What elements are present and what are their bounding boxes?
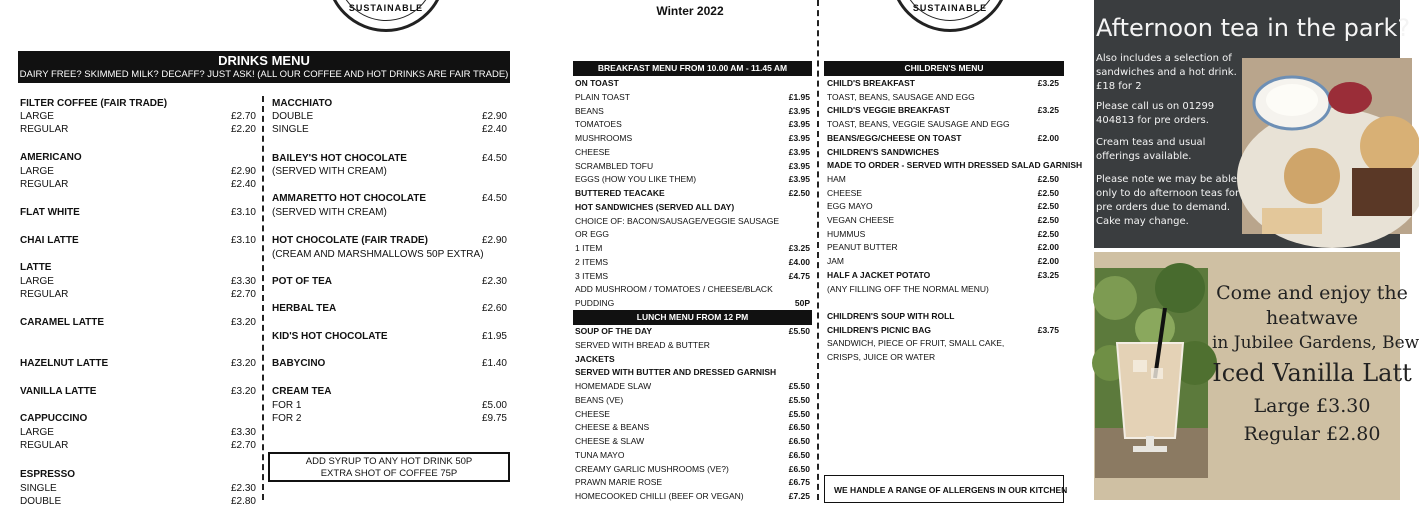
menu-item-row — [272, 110, 507, 123]
drinks-menu-title: DRINKS MENU — [218, 53, 310, 68]
menu-item-row — [575, 283, 810, 297]
drinks-left-column — [20, 95, 256, 507]
menu-item-row — [827, 132, 1059, 146]
menu-item-name: REGULAR — [20, 124, 69, 135]
afternoon-tea-chalkboard — [1094, 0, 1411, 248]
menu-item-row — [575, 118, 810, 132]
menu-item-price: £3.25 — [788, 243, 810, 253]
menu-item-row — [575, 132, 810, 146]
menu-item-price: £2.50 — [1037, 228, 1059, 239]
menu-item-name: REGULAR — [20, 440, 69, 451]
menu-item-name: HUMMUS — [827, 228, 866, 239]
poster-line-location: in Jubilee Gardens, Bew — [1212, 333, 1419, 353]
menu-item-price: £2.90 — [481, 111, 507, 122]
menu-item-name: REGULAR — [20, 179, 69, 190]
menu-item-name: CREAM TEA — [272, 386, 332, 397]
menu-item-name: ESPRESSO — [20, 469, 76, 480]
menu-item-row — [827, 118, 1059, 132]
drinks-menu-banner — [18, 51, 510, 83]
menu-item-name: CHEESE — [827, 187, 862, 198]
menu-item-row — [20, 426, 256, 439]
menu-item-name: CARAMEL LATTE — [20, 317, 105, 328]
menu-item-price: £6.50 — [788, 463, 810, 474]
menu-item-name: JACKETS — [575, 353, 615, 364]
menu-item-name: HOT CHOCOLATE (FAIR TRADE) — [272, 235, 428, 246]
menu-item-row — [575, 325, 810, 339]
menu-item-price: £5.50 — [788, 408, 810, 419]
menu-item-name: CHOICE OF: BACON/SAUSAGE/VEGGIE SAUSAGE — [575, 215, 780, 226]
syrup-line: ADD SYRUP TO ANY HOT DRINK 50P — [305, 456, 473, 467]
menu-item-name: VEGAN CHEESE — [827, 215, 895, 225]
menu-item-price: £2.20 — [230, 124, 256, 135]
chalkboard-text-cream-teas: Cream teas and usual offerings available. — [1096, 137, 1206, 162]
menu-item-price: £2.90 — [481, 235, 507, 246]
menu-item-name: SANDWICH, PIECE OF FRUIT, SMALL CAKE, — [827, 338, 1005, 349]
menu-item-row — [575, 366, 810, 380]
menu-item-name: ADD MUSHROOM / TOMATOES / CHEESE/BLACK — [575, 284, 773, 295]
menu-item-price: £4.75 — [788, 270, 810, 281]
menu-item-price: £3.95 — [788, 133, 810, 143]
menu-item-name: SERVED WITH BREAD & BUTTER — [575, 339, 710, 350]
extra-shot-line: EXTRA SHOT OF COFFEE 75P — [320, 468, 458, 479]
menu-item-row — [575, 201, 810, 215]
menu-item-price: £2.00 — [1037, 242, 1059, 253]
season-label: Winter 2022 — [656, 4, 724, 18]
poster-line-heatwave: heatwave — [1265, 307, 1358, 329]
iced-latte-illustration — [1095, 268, 1208, 478]
menu-item-name: LATTE — [20, 262, 52, 273]
menu-item-name: SINGLE — [20, 483, 57, 494]
menu-item-price: £2.50 — [1037, 201, 1059, 212]
menu-item-name: MUSHROOMS — [575, 133, 633, 143]
menu-item-row — [575, 394, 810, 408]
menu-item-row — [575, 408, 810, 422]
menu-item-row — [575, 187, 810, 201]
drinks-menu-subtitle: DAIRY FREE? SKIMMED MILK? DECAFF? JUST ASK! (ALL OUR COFFEE AND HOT DRINKS ARE FAIR TRADE) — [19, 69, 509, 80]
menu-item-row — [575, 435, 810, 449]
menu-item-name: CHEESE & BEANS — [575, 422, 650, 433]
menu-item-name: SOUP OF THE DAY — [575, 326, 652, 336]
menu-item-price: £5.50 — [788, 326, 810, 336]
afternoon-tea-illustration — [1242, 58, 1412, 234]
menu-item-price: £3.10 — [230, 235, 256, 246]
poster-price-regular: Regular £2.80 — [1243, 423, 1381, 445]
menu-item-name: 3 ITEMS — [575, 270, 609, 281]
menu-item-name: HAZELNUT LATTE — [20, 358, 109, 369]
cafe-logo-right — [890, 0, 1010, 32]
menu-item-price: £2.60 — [481, 303, 507, 314]
menu-item-price: £2.30 — [230, 483, 256, 494]
menu-item-row — [575, 91, 810, 105]
logo-text: SUSTAINABLE — [912, 3, 988, 13]
menu-item-price: £6.75 — [788, 477, 810, 488]
afternoon-tea-photo — [1242, 58, 1412, 234]
menu-item-row — [272, 275, 507, 288]
menu-item-price: £6.50 — [788, 449, 810, 460]
menu-item-price: £3.20 — [230, 317, 256, 328]
menu-item-row — [827, 228, 1059, 242]
menu-item-price: £2.70 — [230, 440, 256, 451]
menu-item-name: JAM — [827, 256, 844, 267]
menu-item-price: £5.50 — [788, 381, 810, 391]
menu-item-row — [827, 255, 1059, 269]
menu-item-row — [20, 357, 256, 370]
menu-item-name: SINGLE — [272, 124, 309, 135]
menu-item-row — [575, 353, 810, 367]
menu-item-row — [272, 385, 507, 398]
menu-item-row — [20, 261, 256, 274]
menu-item-row — [20, 151, 256, 164]
menu-item-row — [272, 399, 507, 412]
chalkboard-title: Afternoon tea in the park? — [1096, 14, 1411, 42]
childrens-list — [827, 77, 1083, 367]
menu-item-row — [827, 91, 1059, 105]
menu-item-price: £2.70 — [230, 111, 256, 122]
menu-item-row — [575, 449, 810, 463]
logo-text: SUSTAINABLE — [348, 3, 424, 13]
menu-item-row — [575, 256, 810, 270]
menu-item-row — [272, 97, 507, 110]
menu-item-name: BUTTERED TEACAKE — [575, 188, 665, 198]
menu-item-row — [575, 380, 810, 394]
menu-item-row — [575, 173, 810, 187]
menu-item-name: CHILDREN'S SOUP WITH ROLL — [827, 310, 955, 321]
menu-item-name: BEANS — [575, 105, 604, 116]
syrup-extra-box — [268, 452, 510, 482]
menu-item-name: FLAT WHITE — [20, 207, 80, 218]
menu-item-name: BABYCINO — [272, 358, 326, 369]
menu-item-row — [272, 206, 507, 219]
menu-item-row — [20, 178, 256, 191]
menu-item-name: 2 ITEMS — [575, 256, 609, 267]
menu-item-name: FILTER COFFEE (FAIR TRADE) — [20, 98, 168, 109]
menu-item-price: £2.30 — [481, 276, 507, 287]
menu-item-name: AMMARETTO HOT CHOCOLATE — [272, 193, 427, 204]
menu-item-row — [827, 241, 1059, 255]
menu-item-price: £6.50 — [788, 436, 810, 446]
menu-item-price: £4.50 — [481, 153, 507, 164]
menu-item-price: £7.25 — [788, 491, 810, 501]
menu-item-name: TOAST, BEANS, SAUSAGE AND EGG — [827, 91, 975, 102]
menu-item-row — [575, 339, 810, 353]
menu-item-name: CREAMY GARLIC MUSHROOMS (VE?) — [575, 463, 729, 474]
childrens-menu-header: CHILDREN'S MENU — [824, 61, 1064, 76]
menu-item-row — [827, 296, 1059, 310]
menu-item-row — [20, 468, 256, 481]
menu-item-name: PEANUT BUTTER — [827, 242, 898, 253]
menu-item-row — [272, 152, 507, 165]
menu-item-name: CRISPS, JUICE OR WATER — [827, 352, 936, 362]
menu-item-price: £3.75 — [1037, 324, 1059, 335]
menu-item-name: DOUBLE — [20, 496, 62, 507]
menu-item-row — [827, 146, 1059, 160]
menu-item-row — [827, 187, 1059, 201]
menu-item-row — [272, 123, 507, 136]
menu-item-name: LARGE — [20, 276, 54, 287]
menu-item-price: £2.70 — [230, 289, 256, 300]
iced-latte-photo — [1095, 268, 1208, 478]
menu-item-name: REGULAR — [20, 289, 69, 300]
menu-item-price: £3.25 — [1037, 269, 1059, 280]
menu-item-price: £3.10 — [230, 207, 256, 218]
menu-item-name: TUNA MAYO — [575, 449, 625, 460]
menu-item-name: MADE TO ORDER - SERVED WITH DRESSED SALAD GARNISH — [827, 160, 1083, 171]
menu-item-price: £2.50 — [788, 188, 810, 198]
menu-item-row — [575, 297, 810, 311]
menu-item-name: (SERVED WITH CREAM) — [272, 166, 387, 177]
menu-item-name: HOMEMADE SLAW — [575, 381, 652, 391]
menu-item-row — [272, 248, 507, 261]
menu-item-name: SERVED WITH BUTTER AND DRESSED GARNISH — [575, 367, 777, 378]
menu-item-name: CHEESE — [575, 146, 610, 157]
menu-item-row — [827, 351, 1059, 365]
menu-item-row — [272, 192, 507, 205]
menu-item-name: HALF A JACKET POTATO — [827, 269, 931, 280]
menu-item-price: £2.90 — [230, 166, 256, 177]
menu-item-name: OR EGG — [575, 229, 610, 240]
menu-item-row — [827, 269, 1059, 283]
menu-item-row — [575, 242, 810, 256]
menu-item-price: £3.95 — [788, 105, 810, 116]
menu-item-name: HERBAL TEA — [272, 303, 337, 314]
menu-item-name: CHILD'S VEGGIE BREAKFAST — [827, 105, 950, 116]
menu-item-row — [575, 270, 810, 284]
menu-item-row — [575, 215, 810, 229]
menu-item-row — [575, 421, 810, 435]
menu-item-price: £2.80 — [230, 496, 256, 507]
menu-item-name: BAILEY'S HOT CHOCOLATE — [272, 153, 407, 164]
menu-item-name: FOR 2 — [272, 413, 302, 424]
menu-item-price: £3.25 — [1037, 105, 1059, 116]
menu-item-name: CHAI LATTE — [20, 235, 79, 246]
menu-item-name: POT OF TEA — [272, 276, 332, 287]
menu-item-row — [20, 316, 256, 329]
page-fold-divider — [817, 0, 819, 500]
menu-item-row — [272, 412, 507, 425]
drinks-right-column — [272, 95, 507, 435]
menu-item-price: 50P — [794, 298, 810, 308]
menu-item-price: £6.50 — [788, 422, 810, 433]
breakfast-list — [575, 77, 810, 311]
menu-item-price: £1.95 — [788, 91, 810, 102]
iced-latte-poster — [1094, 252, 1419, 500]
menu-item-price: £3.20 — [230, 386, 256, 397]
menu-item-name: EGG MAYO — [827, 201, 873, 212]
menu-item-price: £2.50 — [1037, 187, 1059, 198]
menu-item-row — [827, 214, 1059, 228]
drinks-column-divider — [262, 96, 264, 500]
menu-item-name: KID'S HOT CHOCOLATE — [272, 331, 388, 342]
menu-item-name: BEANS (VE) — [575, 394, 624, 405]
menu-item-row — [20, 412, 256, 425]
menu-item-row — [20, 385, 256, 398]
menu-item-row — [272, 330, 507, 343]
menu-item-row — [20, 288, 256, 301]
menu-item-name: FOR 1 — [272, 400, 302, 411]
menu-item-row — [827, 310, 1059, 324]
menu-item-name: DOUBLE — [272, 111, 314, 122]
menu-item-row — [575, 105, 810, 119]
menu-item-price: £3.95 — [788, 119, 810, 130]
menu-item-name: ON TOAST — [575, 78, 619, 88]
menu-item-row — [20, 110, 256, 123]
menu-item-name: CHILDREN'S PICNIC BAG — [827, 324, 932, 335]
menu-item-row — [827, 283, 1059, 297]
menu-item-row — [20, 97, 256, 110]
menu-item-price: £3.30 — [230, 427, 256, 438]
menu-item-row — [827, 200, 1059, 214]
menu-item-row — [20, 165, 256, 178]
menu-item-name: PUDDING — [575, 298, 615, 308]
menu-item-row — [20, 495, 256, 508]
menu-item-name: AMERICANO — [20, 152, 82, 163]
poster-product-name: Iced Vanilla Latt — [1212, 359, 1412, 387]
menu-item-price: £4.00 — [788, 256, 810, 267]
chalkboard-text-selection: Also includes a selection of sandwiches and a hot drink. £18 for 2 — [1096, 53, 1237, 92]
menu-item-price: £2.50 — [1037, 215, 1059, 225]
menu-item-name: (SERVED WITH CREAM) — [272, 207, 387, 218]
menu-item-name: PRAWN MARIE ROSE — [575, 477, 663, 488]
menu-item-name: LARGE — [20, 166, 54, 177]
menu-item-row — [575, 476, 810, 490]
menu-item-row — [827, 77, 1059, 91]
menu-item-price: £5.00 — [481, 400, 507, 411]
menu-item-row — [575, 490, 810, 504]
menu-item-price: £1.95 — [481, 331, 507, 342]
menu-item-row — [575, 160, 810, 174]
menu-item-name: TOMATOES — [575, 119, 622, 130]
menu-item-name: CHILD'S BREAKFAST — [827, 78, 915, 88]
menu-item-name: HOMECOOKED CHILLI (BEEF OR VEGAN) — [575, 491, 744, 501]
menu-item-name: LARGE — [20, 427, 54, 438]
menu-item-name: CAPPUCCINO — [20, 413, 88, 424]
menu-item-row — [20, 482, 256, 495]
poster-price-large: Large £3.30 — [1253, 395, 1371, 417]
menu-item-price: £2.50 — [1037, 173, 1059, 184]
menu-item-row — [575, 463, 810, 477]
menu-item-name: HAM — [827, 173, 846, 184]
menu-item-name: TOAST, BEANS, VEGGIE SAUSAGE AND EGG — [827, 119, 1010, 130]
menu-item-row — [20, 206, 256, 219]
menu-item-price: £3.95 — [788, 160, 810, 171]
menu-item-price: £5.50 — [788, 394, 810, 405]
menu-item-row — [272, 234, 507, 247]
menu-item-row — [575, 77, 810, 91]
menu-item-row — [272, 302, 507, 315]
menu-item-row — [575, 228, 810, 242]
lunch-menu-header: LUNCH MENU FROM 12 PM — [573, 310, 812, 325]
menu-item-price: £2.00 — [1037, 256, 1059, 267]
menu-item-price: £2.40 — [481, 124, 507, 135]
menu-item-row — [575, 146, 810, 160]
menu-item-name: EGGS (HOW YOU LIKE THEM) — [575, 174, 697, 185]
chalkboard-text-note: Please note we may be able only to do afternoon teas for pre orders due to demand. Cake may change. — [1096, 174, 1240, 227]
menu-item-price: £1.40 — [481, 358, 507, 369]
menu-item-price: £3.95 — [788, 174, 810, 185]
menu-item-row — [20, 123, 256, 136]
menu-item-row — [827, 173, 1059, 187]
menu-item-row — [272, 165, 507, 178]
menu-item-name: HOT SANDWICHES (SERVED ALL DAY) — [575, 201, 735, 212]
chalkboard-text-phone: Please call us on 01299 404813 for pre orders. — [1096, 101, 1215, 126]
menu-item-name: PLAIN TOAST — [575, 91, 630, 102]
menu-item-price: £2.40 — [230, 179, 256, 190]
menu-item-price: £4.50 — [481, 193, 507, 204]
allergen-notice: WE HANDLE A RANGE OF ALLERGENS IN OUR KITCHEN — [824, 475, 1064, 503]
menu-item-name: BEANS/EGG/CHEESE ON TOAST — [827, 132, 962, 143]
menu-item-price: £3.30 — [230, 276, 256, 287]
menu-item-price: £3.25 — [1037, 78, 1059, 88]
menu-item-row — [827, 104, 1059, 118]
menu-item-price: £3.95 — [788, 146, 810, 157]
menu-item-name: VANILLA LATTE — [20, 386, 97, 397]
lunch-list — [575, 325, 810, 503]
menu-item-name: SCRAMBLED TOFU — [575, 160, 654, 171]
menu-item-price: £2.00 — [1037, 132, 1059, 143]
menu-item-name: (ANY FILLING OFF THE NORMAL MENU) — [827, 283, 989, 294]
menu-item-row — [827, 337, 1059, 351]
menu-item-name: MACCHIATO — [272, 98, 333, 109]
menu-item-name: CHILDREN'S SANDWICHES — [827, 146, 940, 157]
menu-item-name: CHEESE — [575, 408, 610, 419]
breakfast-menu-header: BREAKFAST MENU FROM 10.00 AM - 11.45 AM — [573, 61, 812, 76]
menu-item-name: (CREAM AND MARSHMALLOWS 50P EXTRA) — [272, 249, 484, 260]
menu-item-row — [272, 357, 507, 370]
menu-item-name: LARGE — [20, 111, 54, 122]
menu-item-row — [827, 159, 1083, 173]
menu-item-row — [827, 324, 1059, 338]
menu-item-row — [20, 275, 256, 288]
menu-item-row — [20, 439, 256, 452]
menu-item-name: CHEESE & SLAW — [575, 436, 645, 446]
poster-line-come-and-enjoy: Come and enjoy the — [1216, 282, 1408, 304]
menu-item-name: 1 ITEM — [575, 243, 603, 253]
menu-item-price: £9.75 — [481, 413, 507, 424]
cafe-logo-left — [326, 0, 446, 32]
menu-item-row — [20, 234, 256, 247]
menu-item-price: £3.20 — [230, 358, 256, 369]
